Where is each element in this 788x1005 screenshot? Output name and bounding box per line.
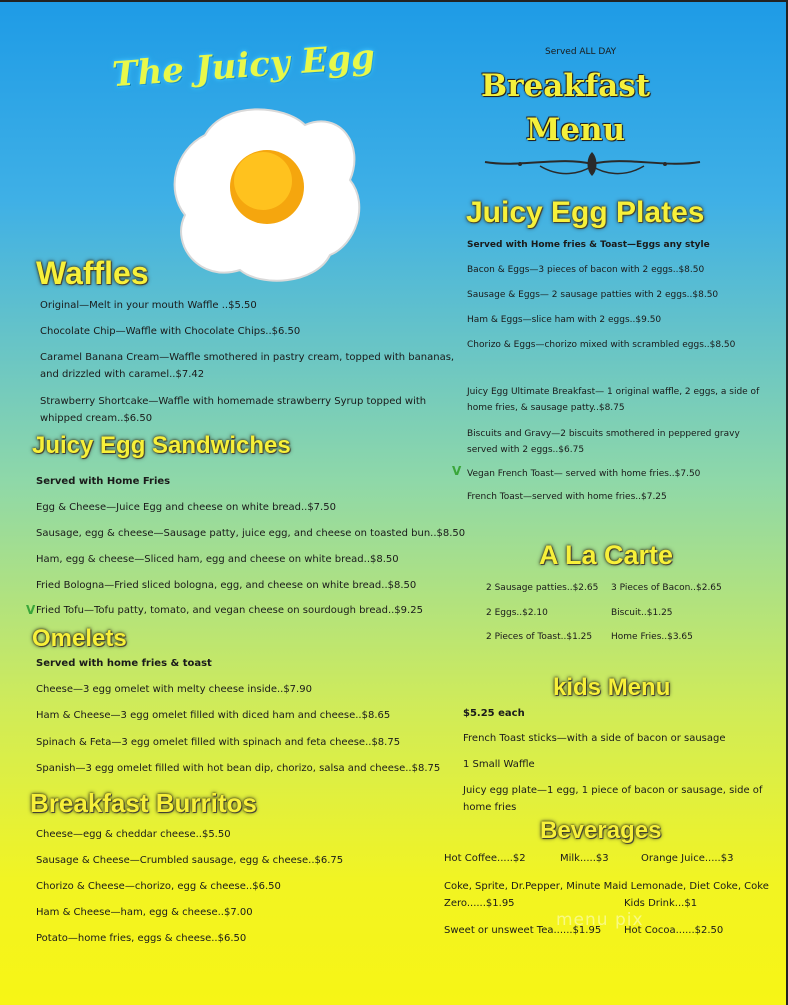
sandwich-item: Egg & Cheese—Juice Egg and cheese on white bread..$7.50 xyxy=(36,502,336,513)
menu-title-breakfast: Breakfast xyxy=(481,68,651,104)
sandwich-item: Sausage, egg & cheese—Sausage patty, juice egg, and cheese on toasted bun..$8.50 xyxy=(36,528,466,539)
beverage-item: Milk.....$3 xyxy=(560,853,609,864)
omelets-title: Omelets xyxy=(32,625,127,652)
logo-text: The Juicy Egg xyxy=(110,36,377,96)
beverage-item: Hot Coffee.....$2 xyxy=(444,853,526,864)
kids-item: 1 Small Waffle xyxy=(463,759,535,770)
vegan-mark-icon: V xyxy=(452,464,462,478)
plate-item: Sausage & Eggs— 2 sausage patties with 2 eggs..$8.50 xyxy=(467,290,719,300)
omelet-item: Ham & Cheese—3 egg omelet filled with diced ham and cheese..$8.65 xyxy=(36,710,391,721)
waffle-item-original: Original—Melt in your mouth Waffle ..$5.50 xyxy=(40,300,257,311)
sandwich-item: Ham, egg & cheese—Sliced ham, egg and cheese on white bread..$8.50 xyxy=(36,554,399,565)
beverages-title: Beverages xyxy=(540,817,662,844)
sandwich-item: Fried Bologna—Fried sliced bologna, egg, and cheese on white bread..$8.50 xyxy=(36,580,417,591)
plate-item: Juicy Egg Ultimate Breakfast— 1 original waffle, 2 eggs, a side of home fries, & sausage patty..$8.75 xyxy=(467,387,760,413)
kids-item: French Toast sticks—with a side of bacon or sausage xyxy=(463,733,726,744)
beverage-item: Hot Cocoa......$2.50 xyxy=(624,925,724,936)
plate-item: Vegan French Toast— served with home fries..$7.50 xyxy=(467,469,701,479)
fried-egg-icon xyxy=(165,95,365,290)
alacarte-item: Home Fries..$3.65 xyxy=(611,632,693,642)
plate-item: Bacon & Eggs—3 pieces of bacon with 2 eggs..$8.50 xyxy=(467,265,705,275)
burrito-item: Cheese—egg & cheddar cheese..$5.50 xyxy=(36,829,231,840)
plate-item: Ham & Eggs—slice ham with 2 eggs..$9.50 xyxy=(467,315,662,325)
alacarte-item: 2 Eggs..$2.10 xyxy=(486,608,548,618)
omelet-item: Spanish—3 egg omelet filled with hot bean dip, chorizo, salsa and cheese..$8.75 xyxy=(36,763,441,774)
vegan-mark-icon: V xyxy=(26,603,36,617)
alacarte-item: 2 Pieces of Toast..$1.25 xyxy=(486,632,593,642)
plates-subtitle: Served with Home fries & Toast—Eggs any style xyxy=(467,240,710,250)
omelet-item: Spinach & Feta—3 egg omelet filled with spinach and feta cheese..$8.75 xyxy=(36,737,401,748)
ornament-divider-icon xyxy=(480,148,705,180)
kids-item: Juicy egg plate—1 egg, 1 piece of bacon or sausage, side of home fries xyxy=(463,785,763,813)
beverage-item: Orange Juice.....$3 xyxy=(641,853,734,864)
watermark: menu pix xyxy=(556,910,644,930)
sandwiches-title: Juicy Egg Sandwiches xyxy=(32,432,291,459)
burrito-item: Chorizo & Cheese—chorizo, egg & cheese..$6.50 xyxy=(36,881,281,892)
sandwiches-subtitle: Served with Home Fries xyxy=(36,476,171,487)
kids-title: kids Menu xyxy=(553,674,671,701)
burrito-item: Ham & Cheese—ham, egg & cheese..$7.00 xyxy=(36,907,253,918)
burritos-title: Breakfast Burritos xyxy=(30,788,257,818)
menu-title-menu: Menu xyxy=(526,112,626,148)
alacarte-title: A La Carte xyxy=(539,540,674,570)
sandwich-item: Fried Tofu—Tofu patty, tomato, and vegan cheese on sourdough bread..$9.25 xyxy=(36,605,423,616)
alacarte-item: 3 Pieces of Bacon..$2.65 xyxy=(611,583,722,593)
alacarte-item: 2 Sausage patties..$2.65 xyxy=(486,583,599,593)
plate-item: French Toast—served with home fries..$7.25 xyxy=(467,492,667,502)
beverage-item: Kids Drink...$1 xyxy=(624,898,698,909)
waffles-title: Waffles xyxy=(36,255,149,291)
omelets-subtitle: Served with home fries & toast xyxy=(36,658,212,669)
plate-item: Biscuits and Gravy—2 biscuits smothered in peppered gravy served with 2 eggs..$6.75 xyxy=(467,429,740,455)
kids-price: $5.25 each xyxy=(463,708,525,719)
waffle-item-strawberry: Strawberry Shortcake—Waffle with homemade strawberry Syrup topped with whipped cream..$6.50 xyxy=(40,396,427,424)
alacarte-item: Biscuit..$1.25 xyxy=(611,608,673,618)
beverage-item: Sweet or unsweet Tea......$1.95 xyxy=(444,925,602,936)
served-all-day: Served ALL DAY xyxy=(545,47,617,57)
plate-item: Chorizo & Eggs—chorizo mixed with scrambled eggs..$8.50 xyxy=(467,340,736,350)
waffle-item-caramel: Caramel Banana Cream—Waffle smothered in pastry cream, topped with bananas, and drizzled with caramel..$7.42 xyxy=(40,352,455,380)
waffle-item-chocolate: Chocolate Chip—Waffle with Chocolate Chips..$6.50 xyxy=(40,326,301,337)
omelet-item: Cheese—3 egg omelet with melty cheese inside..$7.90 xyxy=(36,684,312,695)
beverage-item: Coke, Sprite, Dr.Pepper, Minute Maid Lemonade, Diet Coke, Coke Zero......$1.95 xyxy=(444,881,769,909)
plates-title: Juicy Egg Plates xyxy=(466,196,705,229)
burrito-item: Potato—home fries, eggs & cheese..$6.50 xyxy=(36,933,247,944)
burrito-item: Sausage & Cheese—Crumbled sausage, egg & cheese..$6.75 xyxy=(36,855,344,866)
